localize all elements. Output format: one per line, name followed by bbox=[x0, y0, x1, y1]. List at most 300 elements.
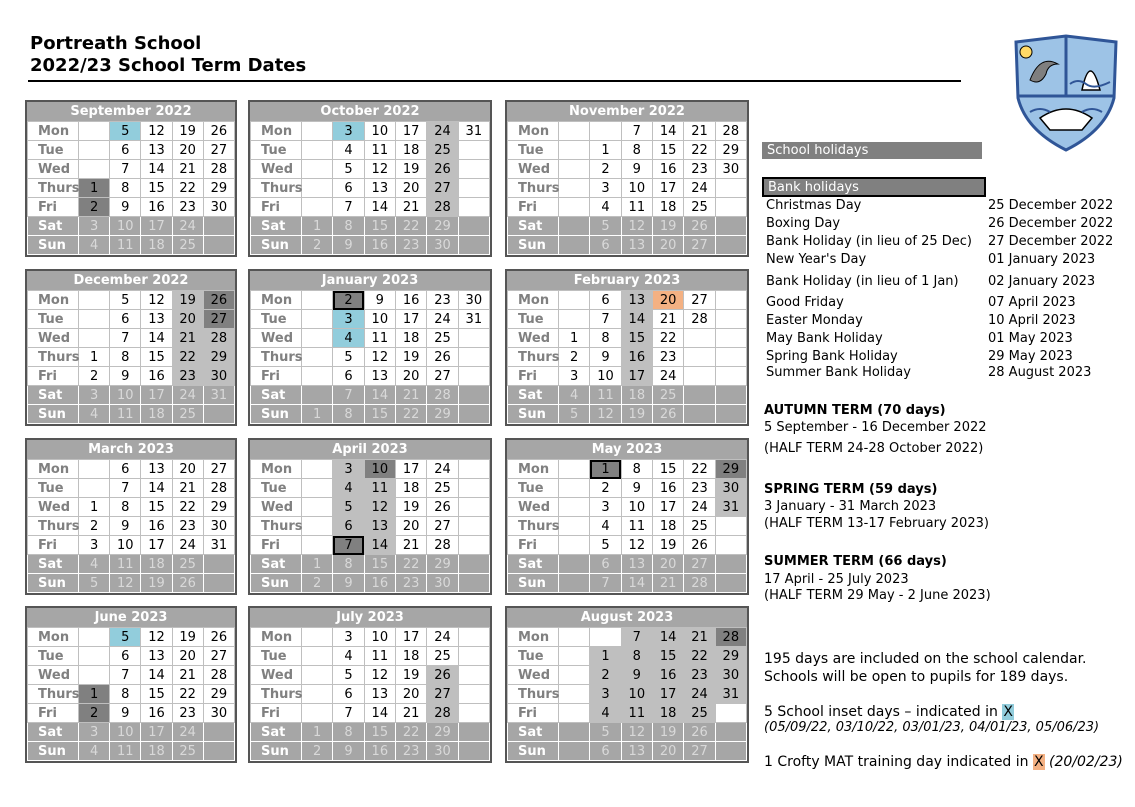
date-cell bbox=[559, 628, 590, 647]
date-cell: 15 bbox=[652, 141, 683, 160]
day-label: Fri bbox=[508, 536, 559, 555]
day-label: Sun bbox=[508, 405, 559, 424]
date-cell: 1 bbox=[590, 647, 621, 666]
date-cell: 17 bbox=[395, 460, 426, 479]
date-cell bbox=[79, 141, 110, 160]
week-row-sun bbox=[28, 574, 235, 593]
date-cell: 24 bbox=[427, 460, 458, 479]
date-cell: 8 bbox=[621, 460, 652, 479]
week-row-wed bbox=[508, 329, 747, 348]
date-cell: 1 bbox=[79, 179, 110, 198]
date-cell: 27 bbox=[684, 236, 715, 255]
date-cell: 14 bbox=[364, 536, 395, 555]
date-cell: 8 bbox=[110, 348, 141, 367]
date-cell: 27 bbox=[427, 517, 458, 536]
date-cell: 10 bbox=[364, 460, 395, 479]
week-row-sun bbox=[251, 236, 490, 255]
week-row-sun bbox=[508, 405, 747, 424]
date-cell: 13 bbox=[364, 685, 395, 704]
month-panel bbox=[248, 438, 492, 595]
date-cell: 2 bbox=[79, 367, 110, 386]
date-cell: 9 bbox=[621, 666, 652, 685]
date-cell: 4 bbox=[333, 479, 364, 498]
date-cell: 8 bbox=[621, 141, 652, 160]
date-cell bbox=[302, 685, 333, 704]
date-cell bbox=[458, 348, 489, 367]
date-cell: 9 bbox=[621, 160, 652, 179]
week-row-fri bbox=[28, 536, 235, 555]
date-cell bbox=[559, 723, 590, 742]
month-title: September 2022 bbox=[27, 102, 235, 121]
date-cell: 16 bbox=[652, 479, 683, 498]
week-row-mon bbox=[251, 291, 490, 310]
date-cell: 12 bbox=[141, 628, 172, 647]
date-cell: 17 bbox=[652, 498, 683, 517]
date-cell: 15 bbox=[364, 723, 395, 742]
date-cell bbox=[458, 141, 489, 160]
date-cell bbox=[458, 367, 489, 386]
week-row-wed bbox=[508, 666, 747, 685]
day-label: Fri bbox=[251, 704, 302, 723]
date-cell: 3 bbox=[559, 367, 590, 386]
date-cell: 19 bbox=[172, 628, 203, 647]
date-cell: 22 bbox=[172, 179, 203, 198]
date-cell bbox=[559, 217, 590, 236]
week-row-sat bbox=[508, 217, 747, 236]
date-cell bbox=[684, 348, 715, 367]
autumn-term-heading: AUTUMN TERM (70 days) bbox=[764, 403, 946, 418]
date-cell: 22 bbox=[684, 460, 715, 479]
day-label: Sun bbox=[251, 742, 302, 761]
month-title: August 2023 bbox=[507, 608, 747, 627]
date-cell: 11 bbox=[621, 517, 652, 536]
date-cell bbox=[79, 460, 110, 479]
date-cell bbox=[715, 704, 746, 723]
date-cell bbox=[559, 685, 590, 704]
date-cell: 12 bbox=[621, 536, 652, 555]
summer-half-term: (HALF TERM 29 May - 2 June 2023) bbox=[764, 588, 991, 603]
date-cell: 4 bbox=[79, 555, 110, 574]
day-label: Mon bbox=[251, 122, 302, 141]
date-cell: 27 bbox=[684, 291, 715, 310]
date-cell bbox=[302, 666, 333, 685]
month-panel bbox=[248, 269, 492, 426]
date-cell: 4 bbox=[79, 405, 110, 424]
date-cell: 9 bbox=[110, 704, 141, 723]
date-cell: 13 bbox=[141, 460, 172, 479]
day-label: Sat bbox=[28, 217, 79, 236]
day-label: Wed bbox=[508, 498, 559, 517]
day-label: Thurs bbox=[28, 179, 79, 198]
date-cell bbox=[559, 574, 590, 593]
date-cell: 4 bbox=[79, 742, 110, 761]
month-title: April 2023 bbox=[250, 440, 490, 459]
date-cell: 22 bbox=[395, 405, 426, 424]
date-cell bbox=[302, 348, 333, 367]
date-cell: 1 bbox=[302, 723, 333, 742]
day-label: Tue bbox=[251, 310, 302, 329]
date-cell: 25 bbox=[172, 555, 203, 574]
date-cell: 13 bbox=[141, 141, 172, 160]
day-label: Mon bbox=[28, 460, 79, 479]
day-label: Mon bbox=[251, 628, 302, 647]
date-cell: 31 bbox=[458, 122, 489, 141]
date-cell: 3 bbox=[333, 628, 364, 647]
bank-holiday-date: 10 April 2023 bbox=[988, 313, 1076, 328]
date-cell bbox=[79, 160, 110, 179]
date-cell: 31 bbox=[715, 685, 746, 704]
date-cell: 6 bbox=[590, 742, 621, 761]
date-cell: 10 bbox=[621, 685, 652, 704]
date-cell: 17 bbox=[395, 122, 426, 141]
week-row-mon bbox=[508, 291, 747, 310]
bank-holiday-date: 26 December 2022 bbox=[988, 216, 1114, 231]
date-cell: 6 bbox=[590, 555, 621, 574]
date-cell: 26 bbox=[203, 122, 234, 141]
date-cell bbox=[203, 723, 234, 742]
date-cell bbox=[559, 742, 590, 761]
month-title: June 2023 bbox=[27, 608, 235, 627]
week-row-wed bbox=[251, 498, 490, 517]
date-cell: 29 bbox=[427, 217, 458, 236]
date-cell bbox=[79, 291, 110, 310]
date-cell: 20 bbox=[652, 291, 683, 310]
date-cell: 30 bbox=[427, 574, 458, 593]
date-cell: 11 bbox=[364, 329, 395, 348]
week-row-fri bbox=[28, 704, 235, 723]
date-cell: 27 bbox=[203, 460, 234, 479]
date-cell: 5 bbox=[590, 536, 621, 555]
month-panel bbox=[505, 269, 749, 426]
date-cell: 29 bbox=[427, 723, 458, 742]
date-cell: 10 bbox=[364, 310, 395, 329]
date-cell: 17 bbox=[621, 367, 652, 386]
date-cell: 14 bbox=[364, 386, 395, 405]
date-cell: 29 bbox=[427, 405, 458, 424]
day-label: Sun bbox=[28, 574, 79, 593]
day-label: Fri bbox=[508, 367, 559, 386]
date-cell: 7 bbox=[110, 160, 141, 179]
spring-term-dates: 3 January - 31 March 2023 bbox=[764, 499, 937, 514]
week-row-wed bbox=[28, 329, 235, 348]
date-cell bbox=[302, 536, 333, 555]
date-cell: 21 bbox=[395, 704, 426, 723]
date-cell bbox=[302, 517, 333, 536]
date-cell: 17 bbox=[141, 386, 172, 405]
date-cell: 10 bbox=[364, 628, 395, 647]
date-cell: 16 bbox=[395, 291, 426, 310]
week-row-wed bbox=[508, 160, 747, 179]
day-label: Wed bbox=[508, 666, 559, 685]
week-row-wed bbox=[251, 160, 490, 179]
date-cell: 10 bbox=[364, 122, 395, 141]
date-cell bbox=[458, 536, 489, 555]
date-cell bbox=[79, 647, 110, 666]
week-row-sat bbox=[508, 723, 747, 742]
day-label: Tue bbox=[28, 310, 79, 329]
date-cell: 27 bbox=[427, 367, 458, 386]
week-row-tue bbox=[28, 647, 235, 666]
date-cell: 23 bbox=[395, 236, 426, 255]
date-cell: 23 bbox=[652, 348, 683, 367]
date-cell bbox=[458, 405, 489, 424]
day-label: Tue bbox=[508, 647, 559, 666]
date-cell: 14 bbox=[621, 574, 652, 593]
date-cell: 7 bbox=[110, 666, 141, 685]
date-cell: 16 bbox=[364, 742, 395, 761]
date-cell: 16 bbox=[141, 367, 172, 386]
week-row-sat bbox=[28, 723, 235, 742]
date-cell: 5 bbox=[559, 405, 590, 424]
date-cell bbox=[458, 198, 489, 217]
date-cell bbox=[79, 122, 110, 141]
day-label: Sat bbox=[251, 723, 302, 742]
date-cell: 3 bbox=[590, 179, 621, 198]
date-cell: 10 bbox=[621, 179, 652, 198]
date-cell: 6 bbox=[333, 517, 364, 536]
date-cell: 20 bbox=[172, 141, 203, 160]
week-row-tue bbox=[251, 479, 490, 498]
date-cell: 16 bbox=[652, 160, 683, 179]
date-cell: 13 bbox=[141, 647, 172, 666]
bank-holiday-date: 01 January 2023 bbox=[988, 252, 1096, 267]
week-row-tue bbox=[251, 310, 490, 329]
date-cell: 26 bbox=[427, 348, 458, 367]
date-cell: 6 bbox=[110, 310, 141, 329]
date-cell bbox=[302, 122, 333, 141]
week-row-sat bbox=[251, 386, 490, 405]
date-cell: 10 bbox=[110, 386, 141, 405]
day-label: Sun bbox=[28, 236, 79, 255]
date-cell bbox=[559, 704, 590, 723]
date-cell: 11 bbox=[110, 742, 141, 761]
title-underline bbox=[28, 80, 961, 82]
date-cell bbox=[203, 405, 234, 424]
date-cell: 3 bbox=[333, 460, 364, 479]
date-cell: 29 bbox=[203, 498, 234, 517]
date-cell: 26 bbox=[652, 405, 683, 424]
date-cell bbox=[559, 179, 590, 198]
week-row-sat bbox=[251, 217, 490, 236]
date-cell: 14 bbox=[364, 704, 395, 723]
day-label: Sun bbox=[508, 742, 559, 761]
calendar-subtitle: 2022/23 School Term Dates bbox=[30, 55, 307, 76]
date-cell bbox=[559, 517, 590, 536]
day-label: Thurs bbox=[508, 685, 559, 704]
week-row-thurs bbox=[28, 685, 235, 704]
date-cell: 19 bbox=[172, 291, 203, 310]
day-label: Thurs bbox=[508, 348, 559, 367]
date-cell bbox=[684, 386, 715, 405]
date-cell: 3 bbox=[79, 217, 110, 236]
date-cell: 8 bbox=[110, 179, 141, 198]
date-cell bbox=[715, 217, 746, 236]
week-row-mon bbox=[508, 122, 747, 141]
date-cell: 2 bbox=[333, 291, 364, 310]
week-row-tue bbox=[508, 310, 747, 329]
date-cell: 25 bbox=[684, 704, 715, 723]
day-label: Thurs bbox=[28, 348, 79, 367]
week-row-tue bbox=[508, 479, 747, 498]
date-cell bbox=[590, 122, 621, 141]
date-cell: 12 bbox=[364, 348, 395, 367]
date-cell: 1 bbox=[302, 217, 333, 236]
bank-holiday-name: Summer Bank Holiday bbox=[766, 365, 911, 380]
week-row-mon bbox=[251, 122, 490, 141]
bank-holiday-name: Bank Holiday (in lieu of 25 Dec) bbox=[766, 234, 972, 249]
date-cell: 20 bbox=[395, 367, 426, 386]
date-cell: 25 bbox=[427, 329, 458, 348]
bank-holiday-date: 27 December 2022 bbox=[988, 234, 1114, 249]
date-cell: 22 bbox=[652, 329, 683, 348]
date-cell bbox=[458, 386, 489, 405]
date-cell: 5 bbox=[110, 291, 141, 310]
week-row-sat bbox=[28, 386, 235, 405]
date-cell bbox=[559, 291, 590, 310]
date-cell: 21 bbox=[652, 574, 683, 593]
date-cell: 7 bbox=[590, 574, 621, 593]
date-cell: 9 bbox=[110, 517, 141, 536]
bank-holiday-date: 25 December 2022 bbox=[988, 198, 1114, 213]
date-cell: 28 bbox=[715, 122, 746, 141]
date-cell bbox=[458, 498, 489, 517]
date-cell: 20 bbox=[172, 647, 203, 666]
bank-holiday-name: Spring Bank Holiday bbox=[766, 349, 898, 364]
week-row-thurs bbox=[251, 179, 490, 198]
date-cell: 19 bbox=[395, 160, 426, 179]
date-cell bbox=[684, 405, 715, 424]
month-panel bbox=[25, 606, 237, 763]
date-cell: 6 bbox=[333, 367, 364, 386]
date-cell: 18 bbox=[395, 141, 426, 160]
inset-colour-swatch: X bbox=[1003, 704, 1013, 720]
date-cell: 6 bbox=[333, 179, 364, 198]
date-cell: 11 bbox=[590, 386, 621, 405]
date-cell: 5 bbox=[590, 217, 621, 236]
week-row-tue bbox=[508, 141, 747, 160]
date-cell: 3 bbox=[79, 386, 110, 405]
day-label: Fri bbox=[508, 198, 559, 217]
date-cell bbox=[715, 536, 746, 555]
date-cell: 2 bbox=[590, 479, 621, 498]
week-row-sat bbox=[251, 555, 490, 574]
date-cell bbox=[559, 666, 590, 685]
date-cell: 21 bbox=[395, 536, 426, 555]
date-cell bbox=[302, 460, 333, 479]
date-cell bbox=[79, 479, 110, 498]
day-label: Tue bbox=[508, 479, 559, 498]
date-cell: 21 bbox=[652, 310, 683, 329]
date-cell: 29 bbox=[715, 647, 746, 666]
date-cell bbox=[302, 704, 333, 723]
day-label: Sat bbox=[251, 555, 302, 574]
date-cell: 23 bbox=[172, 198, 203, 217]
week-row-thurs bbox=[508, 517, 747, 536]
date-cell: 3 bbox=[333, 310, 364, 329]
day-label: Mon bbox=[28, 291, 79, 310]
week-row-mon bbox=[28, 291, 235, 310]
week-row-tue bbox=[28, 310, 235, 329]
date-cell bbox=[559, 236, 590, 255]
week-row-sat bbox=[508, 386, 747, 405]
date-cell: 1 bbox=[302, 555, 333, 574]
date-cell: 28 bbox=[427, 198, 458, 217]
date-cell: 19 bbox=[172, 122, 203, 141]
date-cell: 28 bbox=[427, 704, 458, 723]
week-row-wed bbox=[251, 666, 490, 685]
date-cell: 2 bbox=[79, 198, 110, 217]
date-cell: 31 bbox=[715, 498, 746, 517]
date-cell: 20 bbox=[395, 517, 426, 536]
date-cell bbox=[458, 160, 489, 179]
date-cell: 26 bbox=[684, 217, 715, 236]
date-cell: 16 bbox=[364, 236, 395, 255]
date-cell: 28 bbox=[203, 329, 234, 348]
date-cell: 24 bbox=[684, 179, 715, 198]
week-row-fri bbox=[251, 198, 490, 217]
date-cell: 18 bbox=[652, 517, 683, 536]
date-cell: 24 bbox=[427, 122, 458, 141]
date-cell: 8 bbox=[590, 329, 621, 348]
day-label: Mon bbox=[251, 460, 302, 479]
week-row-sat bbox=[28, 217, 235, 236]
date-cell: 21 bbox=[395, 198, 426, 217]
inset-dates-note: (05/09/22, 03/10/22, 03/01/23, 04/01/23, 05/06/23) bbox=[764, 720, 1100, 735]
date-cell: 9 bbox=[333, 742, 364, 761]
date-cell: 7 bbox=[621, 628, 652, 647]
date-cell: 25 bbox=[172, 742, 203, 761]
date-cell: 26 bbox=[684, 536, 715, 555]
date-cell: 13 bbox=[621, 555, 652, 574]
week-row-fri bbox=[508, 367, 747, 386]
date-cell: 15 bbox=[141, 179, 172, 198]
week-row-thurs bbox=[251, 685, 490, 704]
day-label: Mon bbox=[28, 628, 79, 647]
date-cell bbox=[715, 517, 746, 536]
date-cell bbox=[715, 236, 746, 255]
date-cell: 15 bbox=[364, 555, 395, 574]
week-row-fri bbox=[28, 367, 235, 386]
day-label: Sun bbox=[508, 236, 559, 255]
day-label: Wed bbox=[28, 498, 79, 517]
date-cell: 23 bbox=[172, 367, 203, 386]
date-cell: 21 bbox=[172, 329, 203, 348]
week-row-thurs bbox=[251, 348, 490, 367]
mat-day-text: 1 Crofty MAT training day indicated in bbox=[764, 754, 1029, 770]
date-cell: 29 bbox=[427, 555, 458, 574]
date-cell: 15 bbox=[141, 348, 172, 367]
date-cell: 22 bbox=[395, 723, 426, 742]
date-cell bbox=[590, 628, 621, 647]
date-cell: 23 bbox=[172, 704, 203, 723]
date-cell: 12 bbox=[364, 498, 395, 517]
bank-holiday-name: Good Friday bbox=[766, 295, 844, 310]
date-cell: 9 bbox=[621, 479, 652, 498]
date-cell: 19 bbox=[395, 348, 426, 367]
autumn-term-dates: 5 September - 16 December 2022 bbox=[764, 420, 987, 435]
week-row-tue bbox=[251, 141, 490, 160]
date-cell: 9 bbox=[364, 291, 395, 310]
date-cell bbox=[559, 122, 590, 141]
date-cell bbox=[302, 141, 333, 160]
date-cell: 19 bbox=[141, 574, 172, 593]
date-cell: 21 bbox=[172, 479, 203, 498]
date-cell: 1 bbox=[559, 329, 590, 348]
pupil-days-note: Schools will be open to pupils for 189 days. bbox=[764, 669, 1069, 685]
date-cell: 14 bbox=[141, 160, 172, 179]
date-cell: 8 bbox=[333, 405, 364, 424]
week-row-sun bbox=[508, 236, 747, 255]
